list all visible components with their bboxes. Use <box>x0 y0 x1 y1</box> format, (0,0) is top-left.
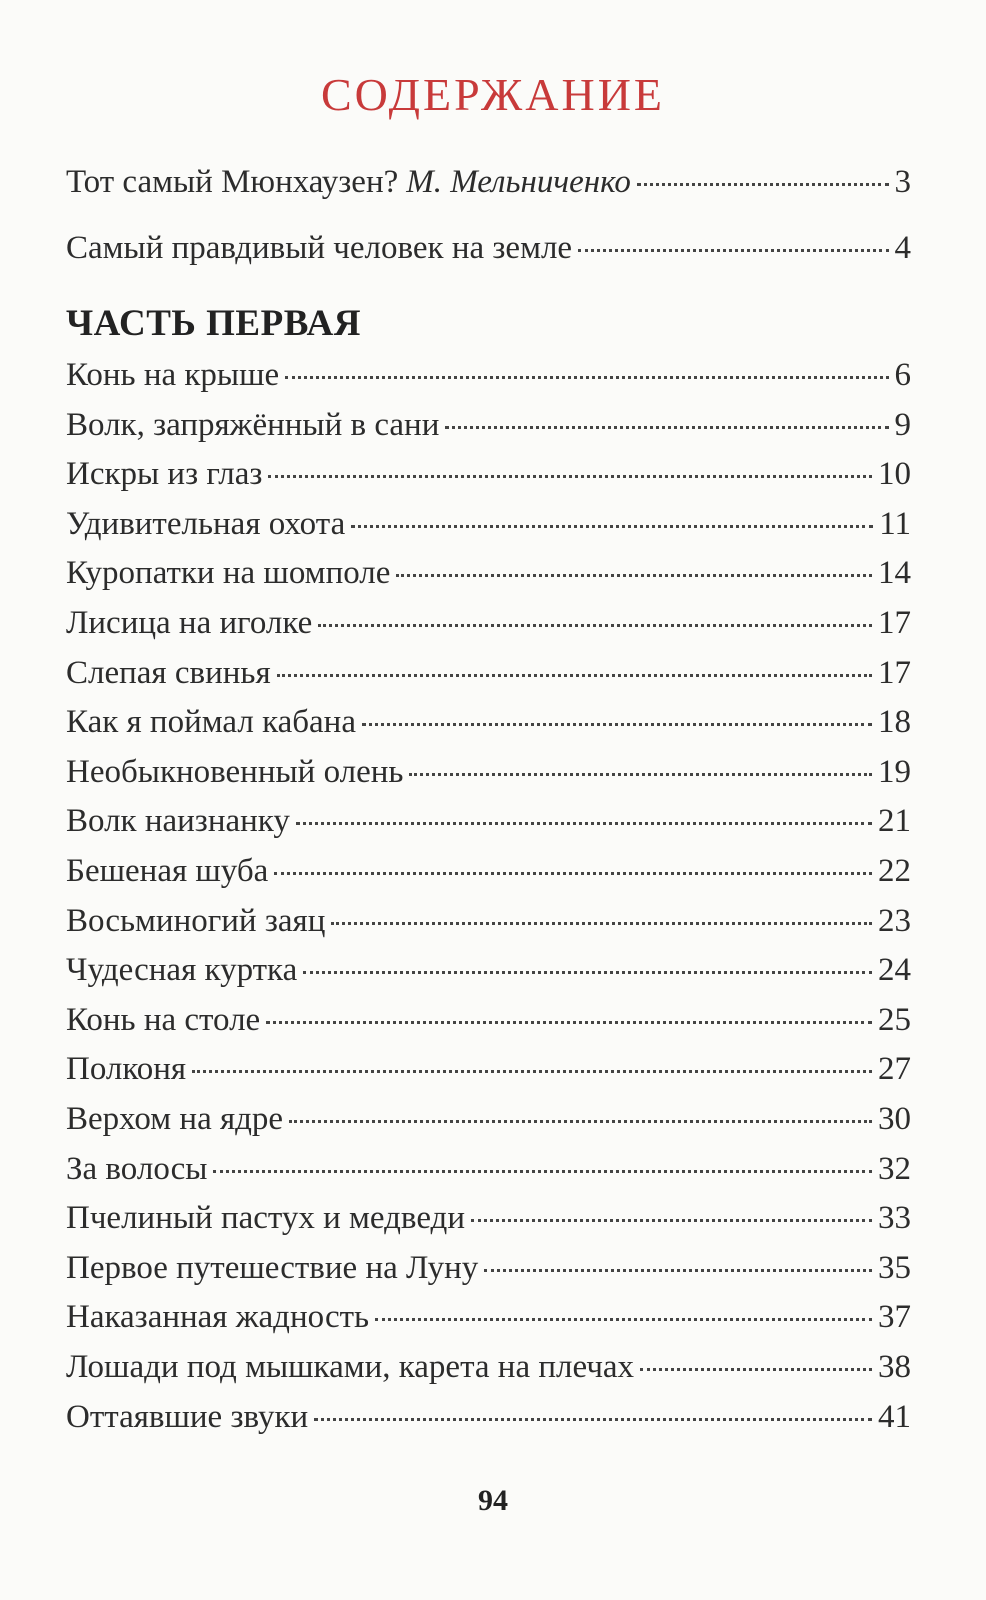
entry-page: 24 <box>878 952 911 988</box>
toc-entry[interactable] <box>66 851 911 891</box>
entry-page: 10 <box>878 456 911 492</box>
dot-leader <box>484 1269 872 1272</box>
entry-title: Волк наизнанку <box>66 803 290 839</box>
toc-entry[interactable] <box>66 1000 911 1040</box>
entry-page: 17 <box>878 655 911 691</box>
entry-page: 23 <box>878 903 911 939</box>
entry-page: 37 <box>878 1299 911 1335</box>
entry-page: 17 <box>878 605 911 641</box>
entry-title: Как я поймал кабана <box>66 704 356 740</box>
dot-leader <box>277 674 872 677</box>
toc-entry[interactable] <box>66 702 911 742</box>
dot-leader <box>303 971 872 974</box>
toc-entry[interactable] <box>66 653 911 693</box>
entry-title: Куропатки на шомполе <box>66 555 391 591</box>
toc-entry[interactable] <box>66 603 911 643</box>
entry-title: Тот самый Мюнхаузен? <box>66 164 399 200</box>
dot-leader <box>445 426 888 429</box>
entry-title: Конь на столе <box>66 1002 261 1038</box>
entry-title: Удивительная охота <box>66 506 346 542</box>
entry-page: 14 <box>878 555 911 591</box>
dot-leader <box>318 624 872 627</box>
toc-entry[interactable] <box>66 1099 911 1139</box>
dot-leader <box>289 1120 872 1123</box>
entry-page: 6 <box>894 357 911 393</box>
entry-title: Самый правдивый человек на земле <box>66 230 573 266</box>
entry-page: 35 <box>878 1250 911 1286</box>
dot-leader <box>640 1368 872 1371</box>
toc-entry[interactable] <box>66 355 911 395</box>
toc-entry[interactable] <box>66 454 911 494</box>
toc-entry[interactable] <box>66 752 911 792</box>
entry-page: 18 <box>878 704 911 740</box>
entry-title: Чудесная куртка <box>66 952 298 988</box>
dot-leader <box>314 1418 872 1421</box>
entry-title: Бешеная шуба <box>66 853 269 889</box>
toc-entry[interactable] <box>66 901 911 941</box>
dot-leader <box>266 1021 872 1024</box>
entry-title: Первое путешествие на Луну <box>66 1250 479 1286</box>
page-title: СОДЕРЖАНИЕ <box>320 69 666 120</box>
entry-title: За волосы <box>66 1151 208 1187</box>
toc-entry[interactable] <box>66 504 911 544</box>
entry-page: 38 <box>878 1349 911 1385</box>
dot-leader <box>409 773 872 776</box>
toc-entry[interactable] <box>66 1149 911 1189</box>
dot-leader <box>285 376 888 379</box>
entry-page: 25 <box>878 1002 911 1038</box>
entry-author: М. Мельниченко <box>406 164 631 200</box>
toc-entry-intro-2[interactable] <box>66 228 911 268</box>
toc-entry[interactable] <box>66 1248 911 1288</box>
entry-title: Лисица на иголке <box>66 605 313 641</box>
entry-page: 9 <box>894 407 911 443</box>
entry-title: Наказанная жадность <box>66 1299 370 1335</box>
entry-title: Конь на крыше <box>66 357 280 393</box>
entry-page: 41 <box>878 1399 911 1435</box>
entry-title: Искры из глаз <box>66 456 263 492</box>
toc-entry[interactable] <box>66 801 911 841</box>
toc-entry[interactable] <box>66 405 911 445</box>
entry-title: Полконя <box>66 1051 187 1087</box>
entry-title: Слепая свинья <box>66 655 271 691</box>
toc-entry[interactable] <box>66 553 911 593</box>
toc-entry[interactable] <box>66 1297 911 1337</box>
entry-title: Оттаявшие звуки <box>66 1399 309 1435</box>
toc-entry[interactable] <box>66 1397 911 1437</box>
dot-leader <box>268 475 872 478</box>
dot-leader <box>362 723 872 726</box>
entry-page: 30 <box>878 1101 911 1137</box>
toc-entry[interactable] <box>66 1347 911 1387</box>
dot-leader <box>274 872 872 875</box>
dot-leader <box>331 922 872 925</box>
dot-leader <box>637 183 889 186</box>
dot-leader <box>578 249 888 252</box>
entry-page: 27 <box>878 1051 911 1087</box>
entry-page: 21 <box>878 803 911 839</box>
dot-leader <box>296 822 872 825</box>
entry-page: 32 <box>878 1151 911 1187</box>
toc-entry[interactable] <box>66 1049 911 1089</box>
entry-page: 3 <box>894 164 911 200</box>
dot-leader <box>396 574 872 577</box>
entry-title: Верхом на ядре <box>66 1101 284 1137</box>
toc-entry[interactable] <box>66 1198 911 1238</box>
dot-leader <box>213 1170 872 1173</box>
entry-page: 33 <box>878 1200 911 1236</box>
dot-leader <box>471 1219 872 1222</box>
dot-leader <box>192 1070 872 1073</box>
entry-page: 11 <box>879 506 911 542</box>
entry-page: 22 <box>878 853 911 889</box>
entry-title: Необыкновенный олень <box>66 754 404 790</box>
entry-title: Восьминогий заяц <box>66 903 326 939</box>
entry-page: 19 <box>878 754 911 790</box>
page-number: 94 <box>478 1484 508 1517</box>
entry-page: 4 <box>894 230 911 266</box>
dot-leader <box>375 1318 872 1321</box>
toc-entry-intro-1[interactable] <box>66 162 911 202</box>
entry-title: Волк, запряжённый в сани <box>66 407 440 443</box>
section-heading: ЧАСТЬ ПЕРВАЯ <box>66 303 361 344</box>
entry-title: Лошади под мышками, карета на плечах <box>66 1349 635 1385</box>
dot-leader <box>351 525 873 528</box>
entry-title: Пчелиный пастух и медведи <box>66 1200 465 1236</box>
toc-entry[interactable] <box>66 950 911 990</box>
